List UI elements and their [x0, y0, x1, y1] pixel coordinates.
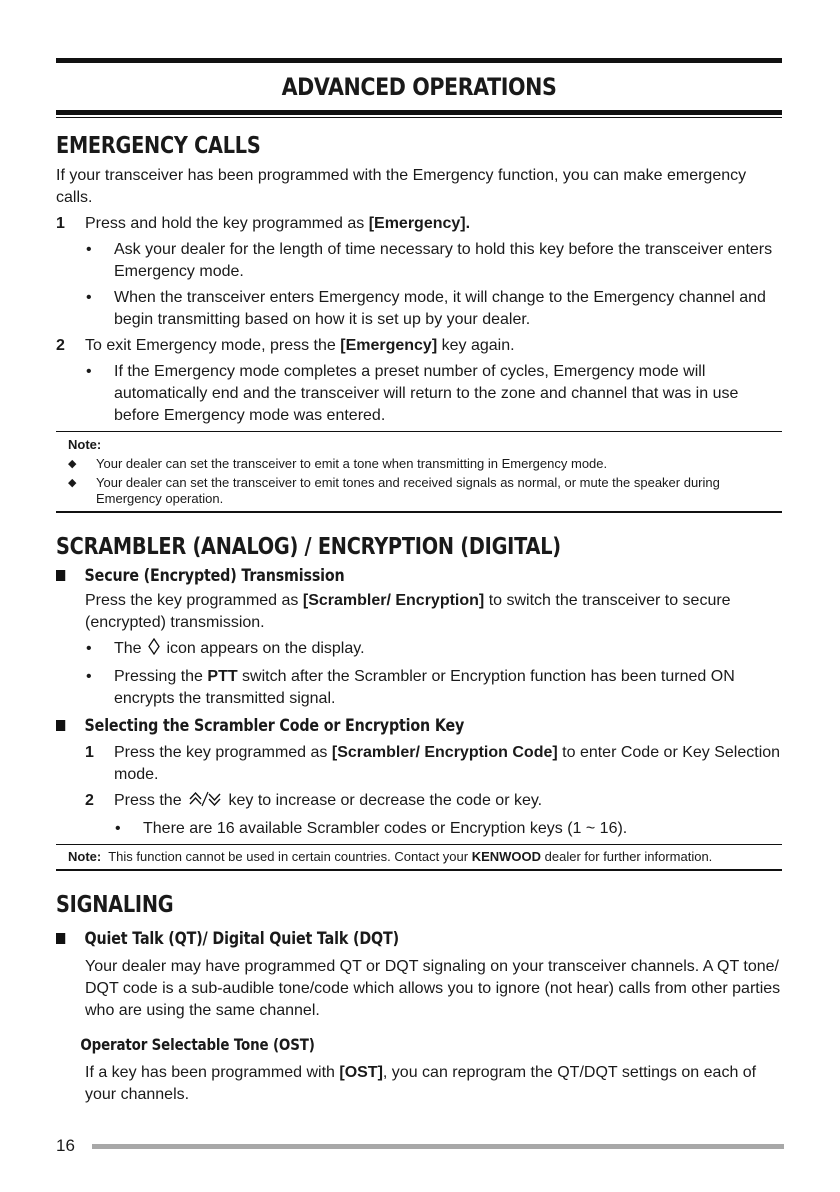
emergency-key-label: [Emergency]	[340, 337, 438, 354]
signaling-title: SIGNALING	[56, 892, 174, 918]
scrambler-section	[56, 532, 782, 871]
emergency-step-2: 2 To exit Emergency mode, press the [Emergency] key again.	[56, 335, 782, 357]
ost-key-label: [OST]	[339, 1064, 383, 1081]
diamond-bullet-icon: ◆	[68, 458, 77, 470]
emergency-note-box	[56, 431, 782, 513]
step-number: 2	[56, 337, 65, 354]
square-bullet-icon	[56, 720, 65, 731]
diamond-outline-icon	[148, 638, 160, 662]
banner-top-rule	[56, 58, 782, 63]
page-number: 16	[56, 1136, 75, 1155]
page-content	[56, 58, 782, 1106]
emergency-section	[56, 131, 782, 513]
signaling-section	[56, 890, 782, 1106]
emergency-title: EMERGENCY CALLS	[56, 133, 261, 159]
step-number: 1	[56, 215, 65, 232]
qt-dqt-text: Your dealer may have programmed QT or DQT signaling on your transceiver channels. A QT tone/ DQT code is a sub-audible tone/code which allows you to ignore (not hear) calls from other parties who are using the same channel.	[85, 958, 781, 1019]
banner-title: ADVANCED OPERATIONS	[281, 73, 557, 101]
note-label: Note:	[68, 437, 102, 452]
secure-bullet-2: • Pressing the PTT switch after the Scrambler or Encryption function has been turned ON encrypts the transmitted signal.	[86, 668, 735, 707]
square-bullet-icon	[56, 933, 65, 944]
emergency-step-1: 1 Press and hold the key programmed as [Emergency].	[56, 213, 782, 235]
scrambler-note-box	[56, 844, 782, 871]
square-bullet-icon	[56, 570, 65, 581]
emergency-step-2-bullet-1: • If the Emergency mode completes a preset number of cycles, Emergency mode will automatically end and the transceiver will return to the zone and channel that was in use before Emergency mode was entered.	[86, 363, 739, 424]
emergency-intro: If your transceiver has been programmed with the Emergency function, you can make emergency calls.	[56, 167, 747, 206]
emergency-key-label: [Emergency].	[368, 215, 471, 232]
emergency-note-1: ◆ Your dealer can set the transceiver to emit a tone when transmitting in Emergency mode.	[68, 456, 608, 471]
secure-bullet-1: • The icon appears on the display.	[56, 638, 782, 662]
emergency-step-1-bullet-2: • When the transceiver enters Emergency mode, it will change to the Emergency channel and begin transmitting based on how it is set up by your dealer.	[86, 289, 766, 328]
diamond-bullet-icon: ◆	[68, 477, 77, 489]
banner-bottom-rule	[56, 110, 782, 115]
ptt-key-label: PTT	[207, 668, 238, 685]
banner-bottom-thin-rule	[56, 117, 782, 118]
scrambler-note: Note: This function cannot be used in certain countries. Contact your KENWOOD dealer for further information.	[68, 849, 713, 864]
emergency-step-1-bullet-1: • Ask your dealer for the length of time necessary to hold this key before the transceiver enters Emergency mode.	[86, 241, 773, 280]
note-label: Note:	[68, 849, 102, 864]
select-step-2: 2 Press the key to increase or decrease the code or key.	[56, 790, 782, 814]
footer-bar	[92, 1144, 784, 1149]
up-down-arrow-keys-icon	[188, 791, 222, 814]
select-code-heading: Selecting the Scrambler Code or Encryption Key	[56, 714, 666, 738]
select-bullet-1: • There are 16 available Scrambler codes or Encryption keys (1 ~ 16).	[115, 820, 628, 837]
scrambler-title: SCRAMBLER (ANALOG) / ENCRYPTION (DIGITAL)	[56, 534, 561, 560]
secure-transmission-text: Press the key programmed as [Scrambler/ Encryption] to switch the transceiver to secure (encrypted) transmission.	[85, 592, 731, 631]
select-step-1: 1 Press the key programmed as [Scrambler/ Encryption Code] to enter Code or Key Selection mode.	[85, 744, 781, 783]
scrambler-code-key-label: [Scrambler/ Encryption Code]	[331, 744, 558, 761]
ost-heading: Operator Selectable Tone (OST)	[80, 1035, 315, 1054]
secure-transmission-heading: Secure (Encrypted) Transmission	[56, 564, 666, 588]
emergency-note-2: ◆ Your dealer can set the transceiver to emit tones and received signals as normal, or mute the speaker during Emergency operation.	[68, 475, 720, 506]
ost-text: If a key has been programmed with [OST], you can reprogram the QT/DQT settings on each of your channels.	[85, 1064, 757, 1103]
scrambler-key-label: [Scrambler/ Encryption]	[302, 592, 485, 609]
qt-dqt-heading: Quiet Talk (QT)/ Digital Quiet Talk (DQT)	[56, 927, 666, 951]
brand-name: KENWOOD	[471, 849, 542, 864]
